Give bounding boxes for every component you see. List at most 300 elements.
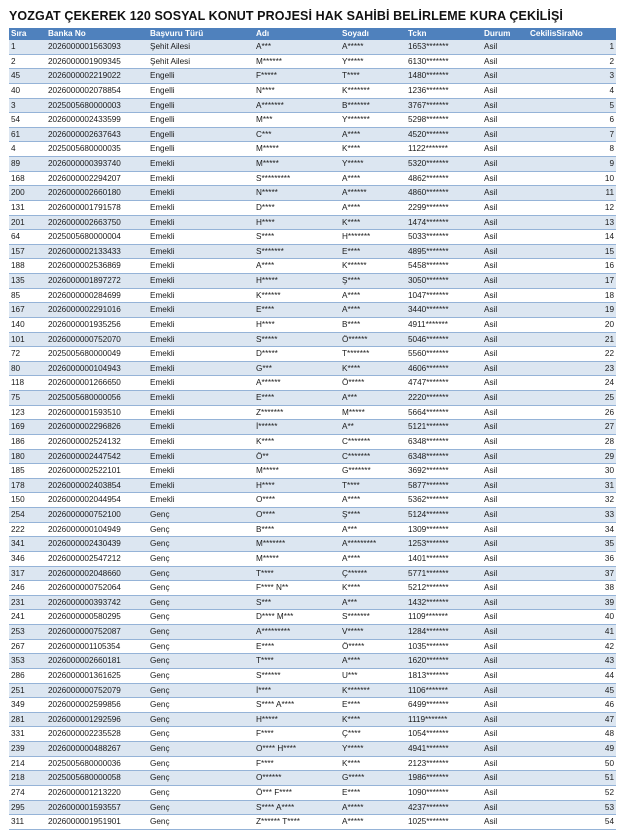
table-row xyxy=(9,332,616,347)
cell-cekilis-sira-no: 50 xyxy=(528,756,616,771)
header-soyadi: Soyadı xyxy=(340,28,406,40)
cell-basvuru-turu: Genç xyxy=(148,595,254,610)
cell-tckn: 1035******* xyxy=(406,639,482,654)
table-row xyxy=(9,40,616,54)
cell-banka-no: 2026000001909345 xyxy=(46,54,148,69)
cell-basvuru-turu: Genç xyxy=(148,668,254,683)
table-row xyxy=(9,727,616,742)
table-row xyxy=(9,756,616,771)
header-basvuru-turu: Başvuru Türü xyxy=(148,28,254,40)
cell-cekilis-sira-no: 13 xyxy=(528,215,616,230)
cell-durum: Asil xyxy=(482,551,528,566)
cell-adi: M*** xyxy=(254,113,340,128)
cell-cekilis-sira-no: 46 xyxy=(528,698,616,713)
cell-banka-no: 2026000002663750 xyxy=(46,215,148,230)
cell-cekilis-sira-no: 29 xyxy=(528,449,616,464)
cell-sira: 178 xyxy=(9,478,46,493)
cell-banka-no: 2026000002637643 xyxy=(46,127,148,142)
table-row xyxy=(9,464,616,479)
cell-cekilis-sira-no: 9 xyxy=(528,157,616,172)
cell-banka-no: 2026000002078854 xyxy=(46,83,148,98)
cell-soyadi: G***** xyxy=(340,771,406,786)
cell-adi: F***** xyxy=(254,69,340,84)
cell-banka-no: 2026000002660180 xyxy=(46,186,148,201)
cell-sira: 246 xyxy=(9,581,46,596)
cell-cekilis-sira-no: 16 xyxy=(528,259,616,274)
cell-basvuru-turu: Genç xyxy=(148,756,254,771)
cell-tckn: 1119******* xyxy=(406,712,482,727)
cell-durum: Asil xyxy=(482,756,528,771)
cell-durum: Asil xyxy=(482,40,528,54)
cell-banka-no: 2026000000752079 xyxy=(46,683,148,698)
cell-durum: Asil xyxy=(482,317,528,332)
cell-tckn: 1813******* xyxy=(406,668,482,683)
cell-adi: M***** xyxy=(254,551,340,566)
cell-durum: Asil xyxy=(482,376,528,391)
cell-durum: Asil xyxy=(482,69,528,84)
cell-cekilis-sira-no: 18 xyxy=(528,288,616,303)
cell-banka-no: 2026000001361625 xyxy=(46,668,148,683)
cell-basvuru-turu: Emekli xyxy=(148,288,254,303)
cell-cekilis-sira-no: 6 xyxy=(528,113,616,128)
cell-adi: K**** xyxy=(254,434,340,449)
cell-sira: 3 xyxy=(9,98,46,113)
cell-tckn: 1480******* xyxy=(406,69,482,84)
cell-adi: H***** xyxy=(254,274,340,289)
cell-basvuru-turu: Engelli xyxy=(148,142,254,157)
cell-tckn: 4862******* xyxy=(406,171,482,186)
cell-banka-no: 2026000002219022 xyxy=(46,69,148,84)
cell-tckn: 1620******* xyxy=(406,654,482,669)
cell-tckn: 1309******* xyxy=(406,522,482,537)
table-row xyxy=(9,244,616,259)
cell-soyadi: A**** xyxy=(340,551,406,566)
cell-sira: 267 xyxy=(9,639,46,654)
cell-tckn: 1401******* xyxy=(406,551,482,566)
cell-soyadi: A*** xyxy=(340,595,406,610)
cell-basvuru-turu: Engelli xyxy=(148,83,254,98)
cell-banka-no: 2026000001213220 xyxy=(46,785,148,800)
cell-durum: Asil xyxy=(482,610,528,625)
cell-sira: 251 xyxy=(9,683,46,698)
cell-tckn: 2220******* xyxy=(406,391,482,406)
table-row xyxy=(9,698,616,713)
cell-cekilis-sira-no: 15 xyxy=(528,244,616,259)
cell-durum: Asil xyxy=(482,332,528,347)
cell-basvuru-turu: Engelli xyxy=(148,69,254,84)
cell-basvuru-turu: Genç xyxy=(148,625,254,640)
cell-durum: Asil xyxy=(482,230,528,245)
page-title: YOZGAT ÇEKEREK 120 SOSYAL KONUT PROJESİ HAK SAHİBİ BELİRLEME KURA ÇEKİLİŞİ xyxy=(9,9,564,23)
table-row xyxy=(9,581,616,596)
cell-soyadi: K******* xyxy=(340,83,406,98)
cell-basvuru-turu: Genç xyxy=(148,551,254,566)
cell-basvuru-turu: Emekli xyxy=(148,200,254,215)
cell-basvuru-turu: Şehit Ailesi xyxy=(148,40,254,54)
cell-tckn: 1432******* xyxy=(406,595,482,610)
cell-soyadi: K**** xyxy=(340,712,406,727)
cell-durum: Asil xyxy=(482,668,528,683)
cell-banka-no: 2026000002524132 xyxy=(46,434,148,449)
cell-adi: O**** xyxy=(254,508,340,523)
table-row xyxy=(9,420,616,435)
table-row xyxy=(9,113,616,128)
cell-cekilis-sira-no: 24 xyxy=(528,376,616,391)
cell-basvuru-turu: Emekli xyxy=(148,376,254,391)
cell-sira: 89 xyxy=(9,157,46,172)
table-row xyxy=(9,595,616,610)
table-row xyxy=(9,127,616,142)
cell-soyadi: B**** xyxy=(340,317,406,332)
cell-durum: Asil xyxy=(482,815,528,830)
cell-sira: 331 xyxy=(9,727,46,742)
cell-tckn: 6348******* xyxy=(406,449,482,464)
cell-durum: Asil xyxy=(482,712,528,727)
cell-tckn: 3767******* xyxy=(406,98,482,113)
cell-tckn: 1253******* xyxy=(406,537,482,552)
cell-sira: 140 xyxy=(9,317,46,332)
cell-tckn: 6130******* xyxy=(406,54,482,69)
cell-adi: İ**** xyxy=(254,683,340,698)
cell-adi: D**** xyxy=(254,200,340,215)
cell-sira: 45 xyxy=(9,69,46,84)
cell-cekilis-sira-no: 40 xyxy=(528,610,616,625)
table-row xyxy=(9,771,616,786)
cell-sira: 123 xyxy=(9,405,46,420)
cell-cekilis-sira-no: 25 xyxy=(528,391,616,406)
cell-soyadi: G******* xyxy=(340,464,406,479)
cell-adi: E**** xyxy=(254,639,340,654)
cell-tckn: 1284******* xyxy=(406,625,482,640)
cell-banka-no: 2025005680000004 xyxy=(46,230,148,245)
cell-basvuru-turu: Emekli xyxy=(148,332,254,347)
cell-cekilis-sira-no: 52 xyxy=(528,785,616,800)
table-row xyxy=(9,654,616,669)
cell-durum: Asil xyxy=(482,800,528,815)
cell-banka-no: 2026000000104949 xyxy=(46,522,148,537)
cell-basvuru-turu: Emekli xyxy=(148,303,254,318)
cell-basvuru-turu: Emekli xyxy=(148,361,254,376)
table-row xyxy=(9,186,616,201)
cell-tckn: 5033******* xyxy=(406,230,482,245)
cell-adi: T**** xyxy=(254,654,340,669)
cell-adi: M***** xyxy=(254,142,340,157)
cell-soyadi: H******* xyxy=(340,230,406,245)
cell-banka-no: 2026000002433599 xyxy=(46,113,148,128)
cell-soyadi: E**** xyxy=(340,244,406,259)
cell-adi: T**** xyxy=(254,566,340,581)
cell-cekilis-sira-no: 28 xyxy=(528,434,616,449)
cell-soyadi: A****** xyxy=(340,186,406,201)
cell-durum: Asil xyxy=(482,537,528,552)
cell-tckn: 5046******* xyxy=(406,332,482,347)
cell-adi: A*** xyxy=(254,40,340,54)
results-table xyxy=(9,28,616,830)
cell-tckn: 1090******* xyxy=(406,785,482,800)
cell-banka-no: 2026000002522101 xyxy=(46,464,148,479)
cell-banka-no: 2026000002296826 xyxy=(46,420,148,435)
cell-adi: H***** xyxy=(254,712,340,727)
cell-durum: Asil xyxy=(482,639,528,654)
cell-adi: M****** xyxy=(254,54,340,69)
cell-adi: Ö*** F**** xyxy=(254,785,340,800)
cell-basvuru-turu: Emekli xyxy=(148,405,254,420)
cell-durum: Asil xyxy=(482,215,528,230)
cell-adi: N***** xyxy=(254,186,340,201)
cell-cekilis-sira-no: 41 xyxy=(528,625,616,640)
cell-banka-no: 2025005680000056 xyxy=(46,391,148,406)
cell-durum: Asil xyxy=(482,186,528,201)
cell-adi: Z****** T**** xyxy=(254,815,340,830)
cell-soyadi: K**** xyxy=(340,142,406,157)
table-body xyxy=(9,40,616,829)
cell-basvuru-turu: Emekli xyxy=(148,317,254,332)
table-row xyxy=(9,815,616,830)
cell-soyadi: A**** xyxy=(340,127,406,142)
cell-cekilis-sira-no: 37 xyxy=(528,566,616,581)
cell-tckn: 3440******* xyxy=(406,303,482,318)
cell-soyadi: V***** xyxy=(340,625,406,640)
table-row xyxy=(9,668,616,683)
cell-durum: Asil xyxy=(482,508,528,523)
cell-basvuru-turu: Genç xyxy=(148,683,254,698)
cell-soyadi: K**** xyxy=(340,361,406,376)
cell-basvuru-turu: Emekli xyxy=(148,274,254,289)
cell-tckn: 1474******* xyxy=(406,215,482,230)
cell-banka-no: 2026000002044954 xyxy=(46,493,148,508)
cell-adi: A********* xyxy=(254,625,340,640)
cell-sira: 274 xyxy=(9,785,46,800)
cell-sira: 80 xyxy=(9,361,46,376)
cell-banka-no: 2026000000752070 xyxy=(46,332,148,347)
cell-sira: 135 xyxy=(9,274,46,289)
cell-durum: Asil xyxy=(482,478,528,493)
cell-basvuru-turu: Emekli xyxy=(148,493,254,508)
cell-durum: Asil xyxy=(482,434,528,449)
table-row xyxy=(9,800,616,815)
cell-sira: 85 xyxy=(9,288,46,303)
cell-durum: Asil xyxy=(482,288,528,303)
cell-durum: Asil xyxy=(482,771,528,786)
cell-basvuru-turu: Genç xyxy=(148,522,254,537)
cell-adi: C*** xyxy=(254,127,340,142)
cell-adi: H**** xyxy=(254,215,340,230)
table-row xyxy=(9,171,616,186)
table-row xyxy=(9,288,616,303)
table-row xyxy=(9,215,616,230)
cell-cekilis-sira-no: 43 xyxy=(528,654,616,669)
cell-adi: D***** xyxy=(254,347,340,362)
cell-banka-no: 2026000002447542 xyxy=(46,449,148,464)
table-row xyxy=(9,69,616,84)
header-adi: Adı xyxy=(254,28,340,40)
cell-banka-no: 2026000002660181 xyxy=(46,654,148,669)
cell-soyadi: A**** xyxy=(340,200,406,215)
cell-durum: Asil xyxy=(482,449,528,464)
header-banka-no: Banka No xyxy=(46,28,148,40)
cell-banka-no: 2026000001791578 xyxy=(46,200,148,215)
cell-cekilis-sira-no: 30 xyxy=(528,464,616,479)
cell-tckn: 1236******* xyxy=(406,83,482,98)
cell-tckn: 5320******* xyxy=(406,157,482,172)
cell-banka-no: 2026000002048660 xyxy=(46,566,148,581)
cell-banka-no: 2026000002291016 xyxy=(46,303,148,318)
cell-sira: 253 xyxy=(9,625,46,640)
cell-sira: 317 xyxy=(9,566,46,581)
cell-cekilis-sira-no: 20 xyxy=(528,317,616,332)
cell-soyadi: K**** xyxy=(340,581,406,596)
cell-soyadi: C******* xyxy=(340,449,406,464)
cell-adi: M***** xyxy=(254,157,340,172)
table-row xyxy=(9,54,616,69)
cell-basvuru-turu: Emekli xyxy=(148,157,254,172)
cell-adi: O****** xyxy=(254,771,340,786)
cell-tckn: 1106******* xyxy=(406,683,482,698)
cell-banka-no: 2026000002599856 xyxy=(46,698,148,713)
cell-basvuru-turu: Emekli xyxy=(148,391,254,406)
cell-durum: Asil xyxy=(482,683,528,698)
table-row xyxy=(9,566,616,581)
cell-banka-no: 2026000000752087 xyxy=(46,625,148,640)
cell-soyadi: M***** xyxy=(340,405,406,420)
cell-banka-no: 2026000001593510 xyxy=(46,405,148,420)
table-row xyxy=(9,274,616,289)
cell-tckn: 4895******* xyxy=(406,244,482,259)
table-row xyxy=(9,434,616,449)
cell-cekilis-sira-no: 11 xyxy=(528,186,616,201)
cell-banka-no: 2026000001897272 xyxy=(46,274,148,289)
table-row xyxy=(9,625,616,640)
table-row xyxy=(9,98,616,113)
table-row xyxy=(9,361,616,376)
cell-soyadi: B******* xyxy=(340,98,406,113)
cell-tckn: 5212******* xyxy=(406,581,482,596)
cell-tckn: 6348******* xyxy=(406,434,482,449)
cell-durum: Asil xyxy=(482,654,528,669)
cell-basvuru-turu: Engelli xyxy=(148,127,254,142)
cell-banka-no: 2026000000284699 xyxy=(46,288,148,303)
cell-adi: A****** xyxy=(254,376,340,391)
cell-cekilis-sira-no: 17 xyxy=(528,274,616,289)
cell-banka-no: 2026000001563093 xyxy=(46,40,148,54)
cell-cekilis-sira-no: 42 xyxy=(528,639,616,654)
cell-banka-no: 2026000001292596 xyxy=(46,712,148,727)
cell-tckn: 5560******* xyxy=(406,347,482,362)
cell-cekilis-sira-no: 39 xyxy=(528,595,616,610)
cell-adi: S****** xyxy=(254,668,340,683)
cell-adi: S**** xyxy=(254,230,340,245)
cell-basvuru-turu: Engelli xyxy=(148,98,254,113)
cell-basvuru-turu: Şehit Ailesi xyxy=(148,54,254,69)
cell-adi: A******* xyxy=(254,98,340,113)
cell-tckn: 1109******* xyxy=(406,610,482,625)
cell-soyadi: A***** xyxy=(340,40,406,54)
cell-tckn: 4941******* xyxy=(406,742,482,757)
cell-adi: E**** xyxy=(254,303,340,318)
cell-soyadi: E**** xyxy=(340,785,406,800)
cell-tckn: 2123******* xyxy=(406,756,482,771)
cell-tckn: 6499******* xyxy=(406,698,482,713)
cell-cekilis-sira-no: 7 xyxy=(528,127,616,142)
cell-soyadi: E**** xyxy=(340,698,406,713)
cell-sira: 1 xyxy=(9,40,46,54)
cell-soyadi: T**** xyxy=(340,69,406,84)
cell-tckn: 4911******* xyxy=(406,317,482,332)
cell-cekilis-sira-no: 12 xyxy=(528,200,616,215)
cell-cekilis-sira-no: 10 xyxy=(528,171,616,186)
cell-banka-no: 2026000001935256 xyxy=(46,317,148,332)
cell-sira: 341 xyxy=(9,537,46,552)
cell-durum: Asil xyxy=(482,113,528,128)
cell-sira: 72 xyxy=(9,347,46,362)
cell-banka-no: 2026000002547212 xyxy=(46,551,148,566)
cell-adi: B**** xyxy=(254,522,340,537)
cell-soyadi: A*** xyxy=(340,522,406,537)
cell-soyadi: S******* xyxy=(340,610,406,625)
table-row xyxy=(9,391,616,406)
table-row xyxy=(9,742,616,757)
cell-basvuru-turu: Engelli xyxy=(148,113,254,128)
cell-banka-no: 2026000000393740 xyxy=(46,157,148,172)
cell-soyadi: Y***** xyxy=(340,54,406,69)
cell-sira: 168 xyxy=(9,171,46,186)
table-row xyxy=(9,317,616,332)
cell-tckn: 1653******* xyxy=(406,40,482,54)
cell-adi: M******* xyxy=(254,537,340,552)
cell-tckn: 1025******* xyxy=(406,815,482,830)
cell-sira: 157 xyxy=(9,244,46,259)
cell-basvuru-turu: Emekli xyxy=(148,347,254,362)
cell-sira: 40 xyxy=(9,83,46,98)
cell-sira: 169 xyxy=(9,420,46,435)
cell-durum: Asil xyxy=(482,595,528,610)
table-row xyxy=(9,347,616,362)
cell-sira: 61 xyxy=(9,127,46,142)
cell-cekilis-sira-no: 22 xyxy=(528,347,616,362)
cell-tckn: 1047******* xyxy=(406,288,482,303)
cell-durum: Asil xyxy=(482,157,528,172)
cell-durum: Asil xyxy=(482,566,528,581)
cell-adi: H**** xyxy=(254,317,340,332)
cell-soyadi: C******* xyxy=(340,434,406,449)
cell-adi: K****** xyxy=(254,288,340,303)
cell-sira: 231 xyxy=(9,595,46,610)
cell-basvuru-turu: Genç xyxy=(148,508,254,523)
cell-soyadi: Ö****** xyxy=(340,332,406,347)
cell-cekilis-sira-no: 54 xyxy=(528,815,616,830)
cell-adi: F**** xyxy=(254,756,340,771)
cell-adi: S********* xyxy=(254,171,340,186)
table-row xyxy=(9,683,616,698)
cell-durum: Asil xyxy=(482,785,528,800)
cell-basvuru-turu: Emekli xyxy=(148,171,254,186)
cell-basvuru-turu: Genç xyxy=(148,712,254,727)
cell-sira: 222 xyxy=(9,522,46,537)
cell-cekilis-sira-no: 4 xyxy=(528,83,616,98)
cell-sira: 200 xyxy=(9,186,46,201)
cell-cekilis-sira-no: 32 xyxy=(528,493,616,508)
table-row xyxy=(9,493,616,508)
cell-basvuru-turu: Genç xyxy=(148,727,254,742)
cell-sira: 4 xyxy=(9,142,46,157)
cell-banka-no: 2026000000752100 xyxy=(46,508,148,523)
cell-basvuru-turu: Genç xyxy=(148,742,254,757)
cell-banka-no: 2026000000488267 xyxy=(46,742,148,757)
cell-durum: Asil xyxy=(482,361,528,376)
cell-sira: 346 xyxy=(9,551,46,566)
cell-sira: 239 xyxy=(9,742,46,757)
cell-tckn: 4747******* xyxy=(406,376,482,391)
